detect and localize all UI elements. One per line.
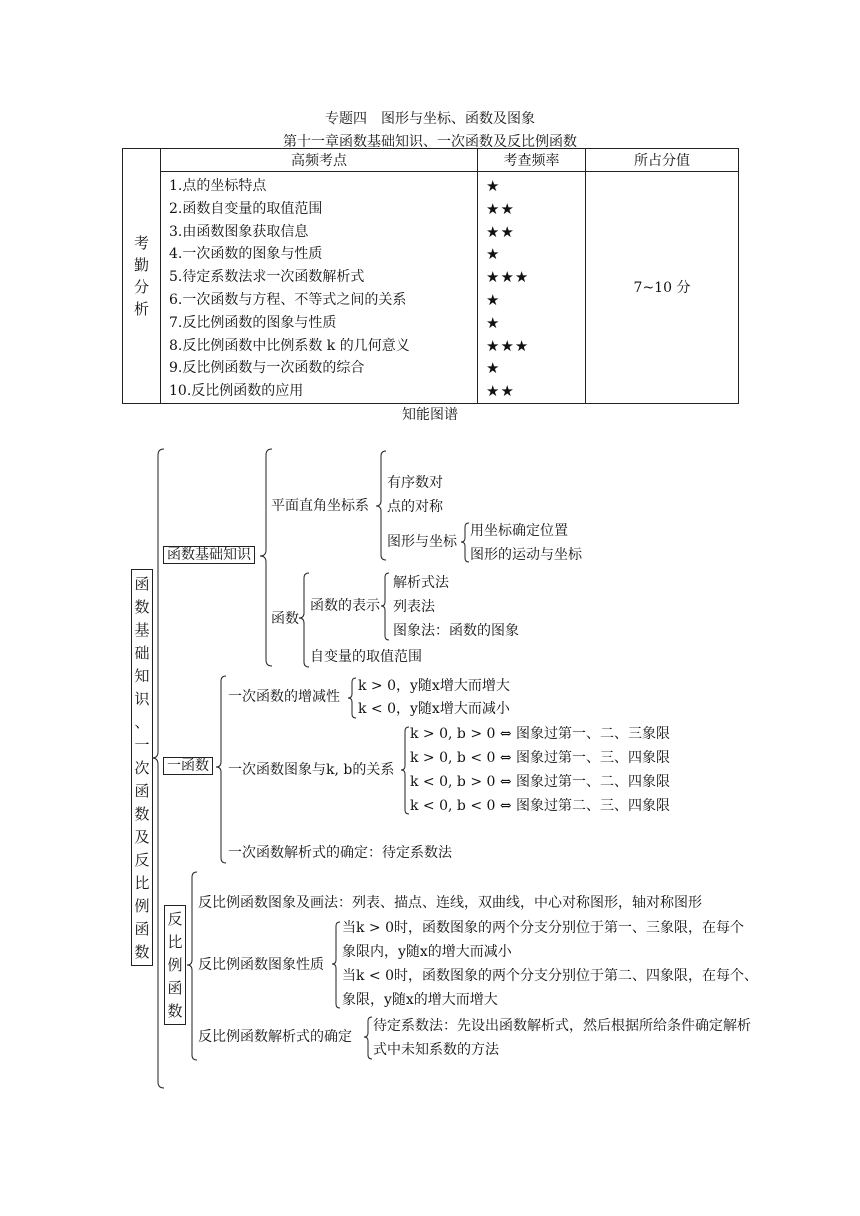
kb-case-3: k < 0, b > 0 ⇔ 图象过第一、二、四象限 — [410, 774, 671, 790]
frequency-stars: ★ — [486, 177, 501, 195]
root-char: 反 — [134, 851, 150, 869]
brace-kb — [401, 727, 409, 814]
domain: 自变量的取值范围 — [310, 649, 422, 665]
side-label-char: 考 — [133, 233, 149, 252]
map-title: 知能图谱 — [402, 407, 458, 423]
frequency-stars: ★★ — [486, 199, 515, 218]
side-label-char: 分 — [133, 277, 149, 296]
inverse-char: 例 — [167, 956, 183, 974]
root-char: 函 — [134, 920, 150, 938]
inverse-char: 数 — [167, 1002, 183, 1020]
inverse-char: 比 — [167, 933, 183, 951]
exam-point-item: 3.由函数图象获取信息 — [169, 223, 309, 240]
brace-inverse-determine — [364, 1017, 372, 1059]
analytic-method: 解析式法 — [393, 575, 449, 591]
brace-inverse — [187, 872, 197, 1060]
exam-point-item: 1.点的坐标特点 — [169, 178, 267, 194]
inverse-property: 反比例函数图象性质 — [198, 957, 324, 973]
root-char: 一 — [134, 736, 150, 754]
ordered-pair: 有序数对 — [387, 475, 443, 491]
kb-case-2: k > 0, b < 0 ⇔ 图象过第一、三、四象限 — [410, 750, 671, 766]
exam-point-item: 5.待定系数法求一次函数解析式 — [169, 269, 365, 286]
exam-point-item: 7.反比例函数的图象与性质 — [169, 314, 337, 331]
root-char: 基 — [134, 621, 150, 639]
property-2b: 象限，y随x的增大而增大 — [342, 992, 498, 1008]
inverse-drawing: 反比例函数图象及画法：列表、描点、连线，双曲线，中心对称图形，轴对称图形 — [198, 895, 702, 911]
root-char: 次 — [134, 759, 150, 777]
col-header-score: 所占分值 — [586, 149, 739, 172]
col-header-frequency: 考查频率 — [478, 149, 586, 172]
brace-coord — [376, 451, 386, 560]
root-char: 知 — [134, 667, 150, 685]
table-method: 列表法 — [393, 599, 435, 615]
root-char: 、 — [134, 713, 150, 731]
graph-coord: 图形与坐标 — [387, 534, 457, 550]
linear-node: 一函数 — [163, 757, 213, 775]
motion-coord: 图形的运动与坐标 — [470, 547, 582, 563]
root-char: 函 — [134, 782, 150, 800]
exam-point-item: 2.函数自变量的取值范围 — [169, 200, 323, 217]
brace-basics — [260, 449, 272, 666]
inverse-determine: 反比例函数解析式的确定 — [198, 1029, 352, 1045]
point-symmetry: 点的对称 — [387, 499, 443, 515]
kb-relation: 一次函数图象与k, b的关系 — [228, 762, 395, 778]
brace-graph-coord — [461, 523, 469, 562]
exam-point-item: 10.反比例函数的应用 — [169, 383, 304, 400]
property-1b: 象限内，y随x的增大而减小 — [342, 944, 512, 960]
graph-method: 图象法：函数的图象 — [393, 623, 519, 639]
exam-point-item: 8.反比例函数中比例系数 k 的几何意义 — [169, 337, 410, 354]
exam-point-item: 4.一次函数的图象与性质 — [169, 246, 323, 263]
frequency-stars: ★ — [486, 290, 501, 309]
root-char: 数 — [134, 943, 150, 961]
root-char: 数 — [134, 598, 150, 616]
frequency-stars: ★ — [486, 313, 501, 332]
brace-monotonic — [348, 678, 356, 718]
exam-point-item: 9.反比例函数与一次函数的综合 — [169, 360, 365, 377]
property-2a: 当k < 0时，函数图象的两个分支分别位于第二、四象限，在每个、 — [342, 968, 759, 984]
coord-system: 平面直角坐标系 — [271, 498, 369, 514]
kb-case-4: k < 0, b < 0 ⇔ 图象过第二、三、四象限 — [410, 798, 671, 814]
monotonic: 一次函数的增减性 — [228, 689, 340, 705]
decreasing-rule: k < 0，y随x增大而减小 — [358, 701, 510, 717]
function-node: 函数 — [271, 611, 299, 627]
side-label-char: 析 — [133, 299, 149, 318]
kb-case-1: k > 0, b > 0 ⇔ 图象过第一、二、三象限 — [410, 726, 671, 742]
frequency-stars: ★★★ — [486, 336, 530, 355]
frequency-stars: ★★★ — [486, 268, 530, 287]
frequency-stars: ★ — [486, 245, 501, 264]
determine-2: 式中未知系数的方法 — [373, 1042, 499, 1058]
brace-linear — [216, 676, 226, 863]
brace-function — [299, 573, 309, 667]
root-char: 数 — [134, 805, 150, 823]
root-char: 例 — [134, 897, 150, 915]
frequency-stars: ★★ — [486, 222, 515, 241]
frequency-stars: ★★ — [486, 382, 515, 401]
determine-1: 待定系数法：先设出函数解析式，然后根据所给条件确定解析 — [373, 1018, 751, 1034]
frequency-stars: ★ — [486, 359, 501, 378]
score-cell: 7~10 分 — [586, 172, 739, 404]
side-label-char: 勤 — [133, 255, 149, 274]
locate-by-coord: 用坐标确定位置 — [470, 523, 568, 539]
inverse-node — [164, 905, 186, 1025]
increasing-rule: k > 0，y随x增大而增大 — [358, 678, 510, 694]
linear-determine: 一次函数解析式的确定：待定系数法 — [228, 845, 452, 861]
inverse-char: 反 — [167, 910, 183, 928]
root-char: 比 — [134, 874, 150, 892]
exam-point-item: 6.一次函数与方程、不等式之间的关系 — [169, 291, 407, 308]
chapter-title: 第十一章函数基础知识、一次函数及反比例函数 — [283, 134, 577, 150]
root-char: 识 — [134, 690, 150, 708]
brace-representation — [381, 573, 389, 640]
root-char: 函 — [134, 575, 150, 593]
root-node — [131, 569, 153, 966]
topic-title: 专题四 图形与坐标、函数及图象 — [325, 111, 535, 127]
representation: 函数的表示 — [310, 598, 380, 614]
brace-property — [332, 922, 340, 1008]
property-1a: 当k > 0时，函数图象的两个分支分别位于第一、三象限，在每个 — [342, 920, 745, 936]
inverse-char: 函 — [167, 979, 183, 997]
root-char: 及 — [134, 828, 150, 846]
root-char: 础 — [134, 644, 150, 662]
col-header-points: 高频考点 — [161, 149, 478, 172]
basics-node: 函数基础知识 — [163, 546, 255, 564]
